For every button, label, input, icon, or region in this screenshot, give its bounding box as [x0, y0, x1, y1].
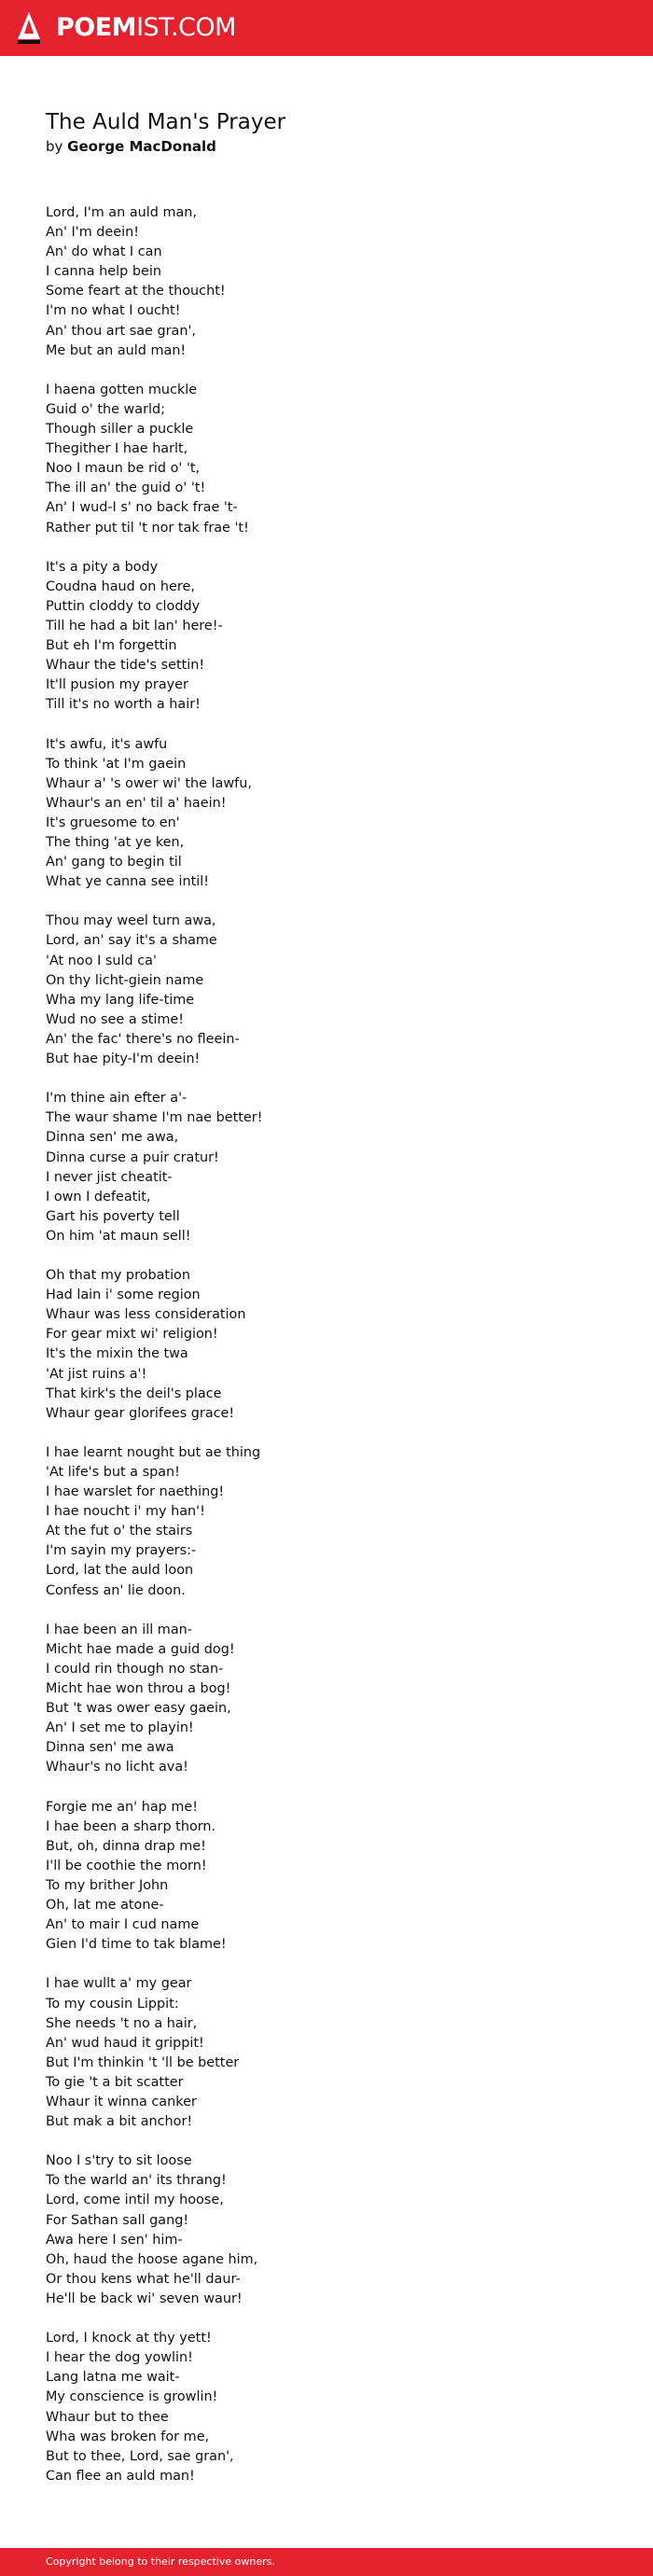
poem-line: But mak a bit anchor! [46, 2114, 193, 2130]
poem-line: I'll be coothie the morn! [46, 1858, 207, 1873]
poem-line: I own I defeatit, [46, 1189, 151, 1204]
poem-line: I'm sayin my prayers:- [46, 1543, 197, 1559]
poem-line: 'At life's but a span! [46, 1465, 180, 1480]
poem-line: Rather put til 't nor tak frae 't! [46, 520, 249, 536]
poem-stanza [46, 203, 605, 361]
poem-line: Dinna sen' me awa, [46, 1130, 179, 1146]
poem-line: It's the mixin the twa [46, 1346, 188, 1362]
poem-line: Thou may weel turn awa, [46, 913, 216, 929]
poem-line: An' gang to begin til [46, 855, 182, 870]
poem-line: I hae wullt a' my gear [46, 1976, 192, 1992]
poem-line: Lord, lat the auld loon [46, 1563, 194, 1579]
poem-line: The waur shame I'm nae better! [46, 1110, 263, 1126]
poem-line: Lang latna me wait- [46, 2370, 180, 2386]
poem-line: It'll pusion my prayer [46, 677, 188, 693]
poem-line: What ye canna see intil! [46, 874, 209, 890]
poem-stanza [46, 1974, 605, 2132]
poem-line: 'At noo I suld ca' [46, 953, 157, 968]
poem-stanza [46, 735, 605, 893]
byline-prefix: by [46, 138, 68, 155]
poem-line: But to thee, Lord, sae gran', [46, 2448, 234, 2464]
poem-line: Micht hae won throu a bog! [46, 1681, 231, 1697]
poem-line: Oh, lat me atone- [46, 1898, 164, 1914]
poem-stanza [46, 381, 605, 538]
footer [0, 2548, 653, 2576]
poem-line: But eh I'm forgettin [46, 638, 177, 654]
poem-line: On thy licht-giein name [46, 972, 204, 988]
poem-stanza [46, 1266, 605, 1424]
poem-line: Some feart at the thoucht! [46, 284, 226, 299]
poem-line: I hae been an ill man- [46, 1622, 192, 1637]
logo-bold-text: POEM [56, 13, 137, 42]
logo-light-text: IST.COM [136, 13, 236, 42]
poem-stanza [46, 1798, 605, 1956]
poem-line: Gart his poverty tell [46, 1208, 180, 1224]
poem-line: It's a pity a body [46, 559, 159, 575]
poem-stanza [46, 1621, 605, 1778]
poem-body [46, 203, 605, 2506]
poem-line: I hear the dog yowlin! [46, 2350, 193, 2366]
poem-line: Wud no see a stime! [46, 1011, 184, 1027]
poem-line: For Sathan sall gang! [46, 2212, 189, 2228]
poem-line: Gien I'd time to tak blame! [46, 1937, 227, 1953]
poem-line: For gear mixt wi' religion! [46, 1327, 218, 1343]
copyright-text: Copyright belong to their respective owners. [46, 2555, 275, 2568]
poem-line: Whaur was less consideration [46, 1307, 246, 1323]
poem-line: An' do what I can [46, 244, 162, 260]
poem-line: An' I'm deein! [46, 225, 140, 241]
poem-line: Awa here I sen' him- [46, 2232, 183, 2248]
poem-stanza [46, 1089, 605, 1246]
poem-line: I haena gotten muckle [46, 382, 198, 397]
poem-line: I canna help bein [46, 264, 161, 280]
poem-line: Forgie me an' hap me! [46, 1799, 198, 1815]
poem-stanza [46, 912, 605, 1069]
poem-line: I'm no what I oucht! [46, 303, 181, 319]
poem-line: He'll be back wi' seven waur! [46, 2291, 243, 2306]
top-bar [0, 0, 653, 56]
poem-line: Whaur but to thee [46, 2409, 169, 2425]
poem-stanza [46, 558, 605, 716]
poem-line: To think 'at I'm gaein [46, 756, 187, 772]
poem-stanza [46, 2151, 605, 2309]
poem-line: Dinna sen' me awa [46, 1740, 174, 1756]
poem-line: Lord, an' say it's a shame [46, 933, 217, 949]
poem-line: My conscience is growlin! [46, 2389, 218, 2405]
poem-line: On him 'at maun sell! [46, 1228, 191, 1244]
poem-line: An' to mair I cud name [46, 1917, 200, 1933]
poem-line: Can flee an auld man! [46, 2468, 195, 2484]
poem-line: She needs 't no a hair, [46, 2015, 198, 2031]
poem-line: That kirk's the deil's place [46, 1385, 222, 1401]
poem-line: Whaur it winna canker [46, 2095, 197, 2110]
poem-line: I hae learnt nought but ae thing [46, 1444, 261, 1460]
poem-line: Oh, haud the hoose agane him, [46, 2251, 258, 2267]
poem-line: An' thou art sae gran', [46, 323, 196, 339]
poem-line: At the fut o' the stairs [46, 1524, 193, 1539]
poem-line: Me but an auld man! [46, 342, 187, 358]
poem-line: I never jist cheatit- [46, 1169, 173, 1185]
poem-line: Till he had a bit lan' here!- [46, 618, 223, 634]
poem-line: Had lain i' some region [46, 1288, 201, 1303]
poem-line: An' the fac' there's no fleein- [46, 1031, 240, 1047]
poem-line: To my cousin Lippit: [46, 1996, 179, 2012]
poem-line: But, oh, dinna drap me! [46, 1838, 206, 1854]
poem-line: Noo I maun be rid o' 't, [46, 461, 201, 477]
poem-line: I'm thine ain efter a'- [46, 1091, 188, 1107]
poem-line: Wha was broken for me, [46, 2429, 210, 2444]
poem-line: Whaur gear glorifees grace! [46, 1405, 235, 1421]
poem-line: Wha my lang life-time [46, 992, 195, 1008]
poem-line: The ill an' the guid o' 't! [46, 480, 206, 496]
byline [46, 137, 216, 156]
poem-line: Lord, I knock at thy yett! [46, 2331, 212, 2346]
poem-line: Oh that my probation [46, 1268, 190, 1284]
poem-line: Guid o' the warld; [46, 401, 165, 417]
poem-line: An' I set me to playin! [46, 1720, 194, 1736]
poem-line: Noo I s'try to sit loose [46, 2153, 192, 2169]
poem-title: The Auld Man's Prayer [46, 110, 286, 134]
poem-line: But I'm thinkin 't 'll be better [46, 2054, 240, 2070]
poem-line: Till it's no worth a hair! [46, 697, 201, 713]
poem-line: It's awfu, it's awfu [46, 736, 168, 752]
poem-stanza [46, 1443, 605, 1601]
poem-line: I could rin though no stan- [46, 1661, 224, 1677]
poem-line: The thing 'at ye ken, [46, 835, 185, 850]
poem-line: But 't was ower easy gaein, [46, 1701, 231, 1717]
poem-line: An' I wud-I s' no back frae 't- [46, 500, 238, 516]
poem-line: Though siller a puckle [46, 422, 194, 438]
poem-line: Puttin cloddy to cloddy [46, 598, 201, 614]
poem-line: Confess an' lie doon. [46, 1582, 186, 1598]
poem-line: Whaur a' 's ower wi' the lawfu, [46, 775, 252, 791]
poem-line: Dinna curse a puir cratur! [46, 1149, 219, 1165]
poem-line: Lord, come intil my hoose, [46, 2193, 224, 2208]
poem-line: To my brither John [46, 1877, 169, 1893]
poem-line: To gie 't a bit scatter [46, 2074, 184, 2090]
poem-line: Thegither I hae harlt, [46, 441, 188, 457]
poem-line: I hae been a sharp thorn. [46, 1818, 216, 1834]
poem-line: Whaur's an en' til a' haein! [46, 795, 227, 811]
poem-line: I hae warslet for naething! [46, 1484, 225, 1500]
poem-line: To the warld an' its thrang! [46, 2173, 227, 2189]
poem-line: 'At jist ruins a'! [46, 1366, 147, 1382]
poem-line: Lord, I'm an auld man, [46, 205, 197, 220]
author-name: George MacDonald [67, 138, 216, 155]
poem-line: Coudna haud on here, [46, 578, 195, 594]
poem-line: I hae noucht i' my han'! [46, 1504, 205, 1520]
poem-line: Or thou kens what he'll daur- [46, 2271, 241, 2287]
poem-stanza [46, 2329, 605, 2486]
poem-line: Micht hae made a guid dog! [46, 1641, 235, 1657]
poem-line: Whaur's no licht ava! [46, 1760, 188, 1775]
poem-line: Whaur the tide's settin! [46, 658, 205, 674]
poem-line: An' wud haud it grippit! [46, 2035, 204, 2051]
poem-line: But hae pity-I'm deein! [46, 1051, 201, 1067]
site-logo[interactable] [56, 11, 236, 45]
poem-line: It's gruesome to en' [46, 815, 180, 830]
pen-nib-icon[interactable] [17, 11, 41, 45]
